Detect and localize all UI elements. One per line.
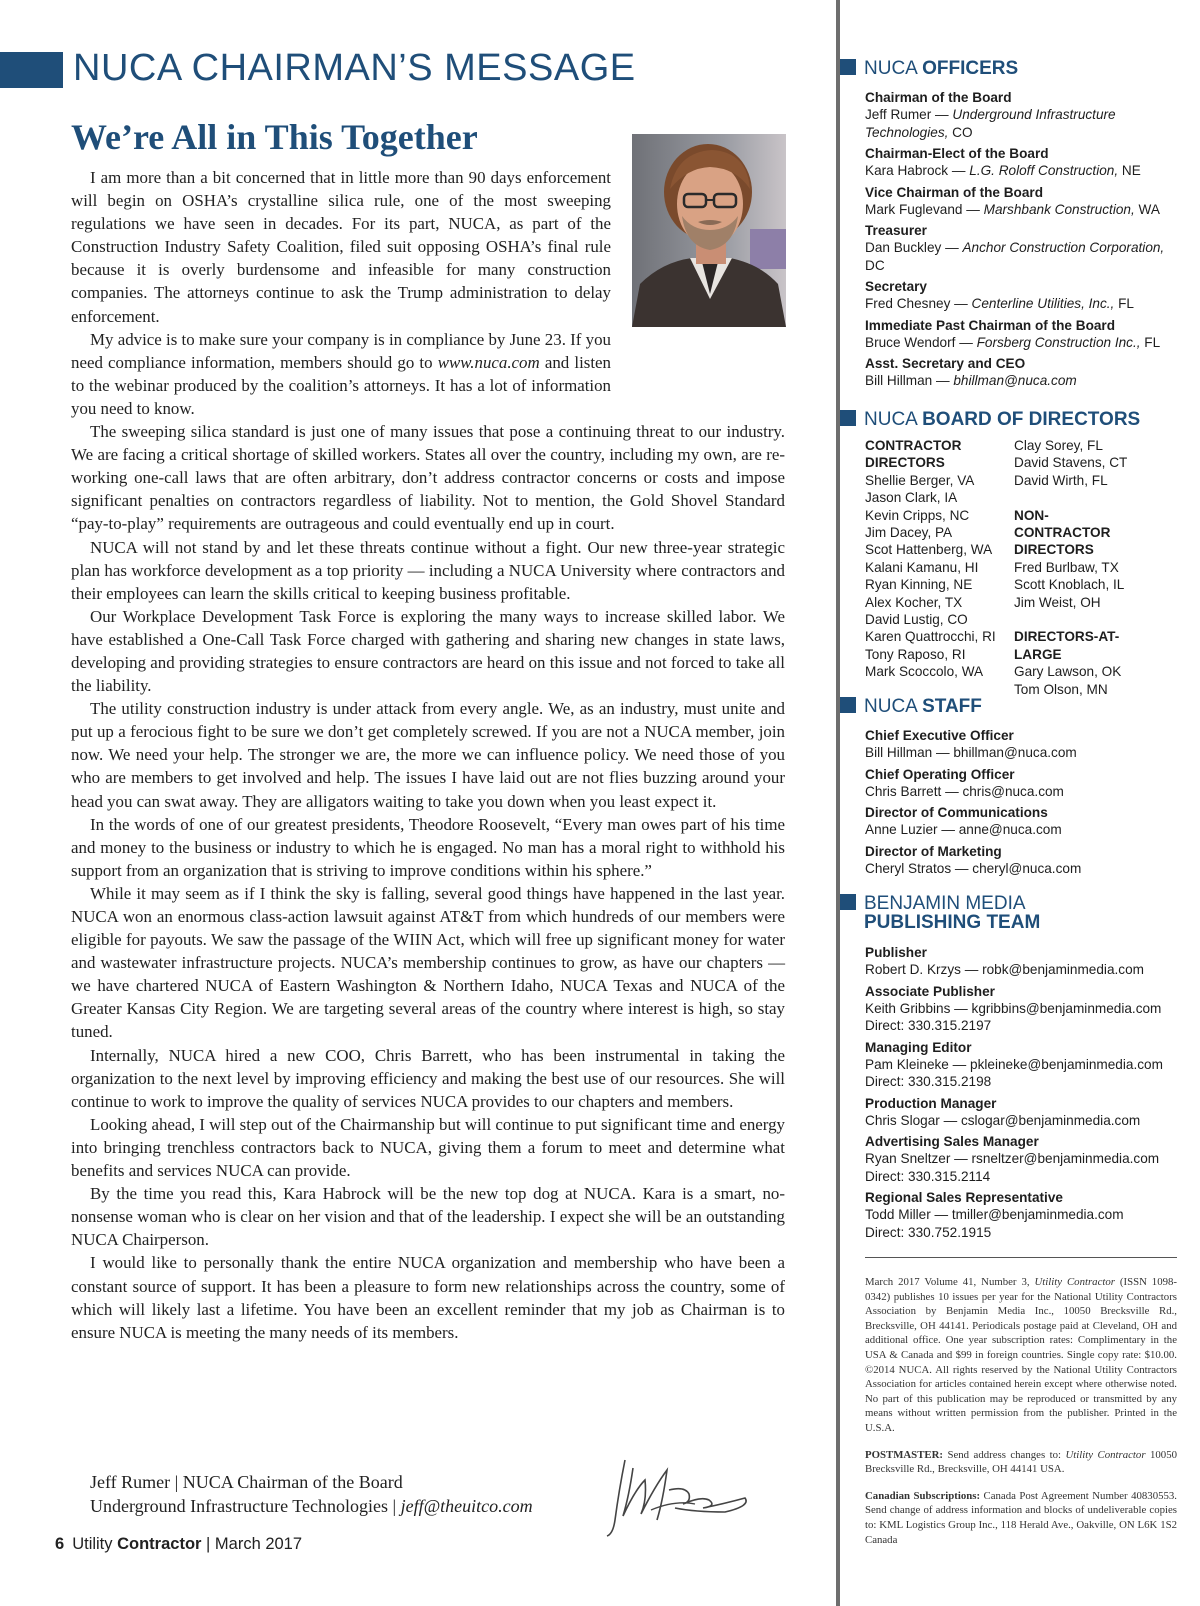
signature-line-2: [90, 1494, 533, 1518]
heading-line-1: BENJAMIN MEDIA: [864, 893, 1026, 914]
staff-role: Chief Executive Officer: [865, 728, 1014, 743]
heading-prefix: NUCA: [864, 696, 923, 717]
director-name: David Stavens, CT: [1014, 455, 1128, 471]
company-name: Anchor Construction Corporation,: [962, 240, 1165, 255]
state: DC: [865, 257, 885, 273]
publishing-direct: Direct: 330.315.2197: [865, 1018, 992, 1033]
company-name: Centerline Utilities, Inc.,: [971, 296, 1115, 311]
staff-contact: Cheryl Stratos — cheryl@nuca.com: [865, 860, 1082, 876]
person-name: Bill Hillman —: [865, 373, 954, 388]
company-name: Marshbank Construction,: [983, 201, 1135, 217]
colophon-text: Send address changes to:: [943, 1448, 1066, 1461]
signature-company: Underground Infrastructure Technologies |: [90, 1496, 401, 1516]
staff-role: Chief Operating Officer: [865, 766, 1015, 782]
state: FL: [1114, 296, 1134, 311]
director-name: Jim Dacey, PA: [865, 525, 953, 541]
masthead-sidebar: [840, 0, 1200, 1606]
state: NE: [1118, 163, 1141, 178]
section-title: NUCA CHAIRMAN’S MESSAGE: [73, 47, 636, 89]
article-paragraph: Looking ahead, I will step out of the Chairmanship but will continue to put significant time and energy into bringing trenchless contractors back to NUCA, giving them a forum to meet and determine what benefits and services NUCA can provide.: [71, 1114, 785, 1181]
officer-name: [865, 162, 1175, 180]
colophon-postmaster: [865, 1448, 1177, 1477]
director-name: Scot Hattenberg, WA: [865, 542, 993, 558]
article-paragraph: [71, 328, 611, 420]
page-number: 6: [55, 1535, 65, 1553]
signature-block: [90, 1470, 533, 1518]
publishing-contact: Keith Gribbins — kgribbins@benjaminmedia.com: [865, 1000, 1162, 1016]
director-name: Fred Burlbaw, TX: [1014, 559, 1119, 575]
magazine-name-prefix: Utility: [72, 1535, 118, 1553]
contractor-directors-heading: CONTRACTOR DIRECTORS: [865, 438, 962, 471]
article-paragraph: Our Workplace Development Task Force is exploring the many ways to increase skilled labor. We have established a One-Call Task Force charged with gathering and sharing new changes in state laws, developing and providing strategies to ensure contractors are heard on this issue and not forced to take all the liability.: [71, 606, 785, 696]
publishing-role: Publisher: [865, 945, 927, 960]
canadian-subscriptions-label: Canadian Subscriptions:: [865, 1489, 981, 1502]
publishing-contact: Chris Slogar — cslogar@benjaminmedia.com: [865, 1112, 1141, 1128]
director-name: Scott Knoblach, IL: [1014, 577, 1125, 593]
person-name: Fred Chesney —: [865, 296, 972, 311]
officer-role: Chairman-Elect of the Board: [865, 146, 1049, 161]
heading-bold: STAFF: [922, 696, 982, 717]
director-name: Ryan Kinning, NE: [865, 577, 973, 593]
colophon-text: March 2017 Volume 41, Number 3,: [865, 1276, 1035, 1288]
person-name: Jeff Rumer —: [865, 107, 953, 122]
magazine-name: Utility Contractor: [1034, 1276, 1115, 1288]
director-name: Jason Clark, IA: [865, 490, 958, 506]
directors-right-column: [1014, 437, 1174, 698]
colophon-text: 10050 Brecksville Rd., Brecksville, OH 44141 USA.: [865, 1448, 1177, 1476]
officer-role: Secretary: [865, 279, 927, 294]
staff-role: Director of Marketing: [865, 843, 1002, 859]
paragraph-text: My advice is to make sure your company is in compliance by June 23. If you need compliance information, members should go to: [71, 329, 611, 372]
colophon-canadian-subscriptions: [865, 1489, 1177, 1547]
noncontractor-directors-heading: NON-CONTRACTOR DIRECTORS: [1014, 507, 1111, 558]
publishing-role: Managing Editor: [865, 1039, 972, 1055]
director-name: Jim Weist, OH: [1014, 594, 1101, 610]
contractor-directors-list: [865, 437, 1015, 681]
magazine-name: Utility Contractor: [1065, 1448, 1146, 1461]
director-name: Karen Quattrocchi, RI: [865, 629, 996, 645]
company-name: L.G. Roloff Construction,: [969, 163, 1119, 178]
heading-prefix: NUCA: [864, 58, 923, 79]
article-paragraph: The utility construction industry is under attack from every angle. We, as an industry, must unite and put up a ferocious fight to be sure we don’t get completely screwed. If you are not a NUCA member, join now. We need your help. The stronger we are, the more we can influence policy. We need those of you who are members to get involved and help. The issues I have laid out are not flies buzzing around your head you can swat away. They are alligators waiting to take you down when you least expect it.: [71, 699, 785, 811]
director-name: Alex Kocher, TX: [865, 594, 963, 610]
publishing-direct: Direct: 330.315.2198: [865, 1074, 992, 1089]
person-name: Dan Buckley —: [865, 240, 963, 255]
person-name: Bruce Wendorf —: [865, 334, 977, 350]
officer-role: Vice Chairman of the Board: [865, 184, 1044, 200]
publishing-role: Advertising Sales Manager: [865, 1134, 1039, 1149]
staff-contact: Bill Hillman — bhillman@nuca.com: [865, 745, 1077, 760]
person-name: Kara Habrock —: [865, 163, 970, 178]
article-paragraph: I would like to personally thank the entire NUCA organization and membership who have been a constant source of support. It has been a pleasure to form new relationships across the country, some of which will likely last a lifetime. You have been an excellent reminder that my job as Chairman is to ensure NUCA is meeting the many needs of its members.: [71, 1253, 785, 1342]
company-name: Underground Infrastructure Technologies,: [865, 107, 1116, 140]
magazine-name-bold: Contractor: [117, 1535, 202, 1553]
director-name: Tony Raposo, RI: [865, 646, 966, 662]
publishing-team-list: [865, 944, 1175, 1241]
staff-contact: Anne Luzier — anne@nuca.com: [865, 822, 1062, 837]
article-paragraph: In the words of one of our greatest presidents, Theodore Roosevelt, “Every man owes part of his time and money to the business or industry to which he is engaged. No man has a moral right to withhold his support from an organization that is striving to improve conditions within his sphere.”: [71, 814, 785, 880]
square-bullet-icon: [840, 410, 856, 426]
officer-role: Treasurer: [865, 223, 927, 238]
director-name: Kevin Cripps, NC: [865, 507, 970, 523]
header-accent-bar: [0, 52, 63, 88]
officer-role: Asst. Secretary and CEO: [865, 356, 1026, 371]
publishing-contact: Pam Kleineke — pkleineke@benjaminmedia.com: [865, 1056, 1163, 1072]
board-heading: [840, 409, 1140, 431]
publishing-role: Associate Publisher: [865, 983, 995, 999]
article-paragraph: I am more than a bit concerned that in little more than 90 days enforcement will begin on OSHA’s crystalline silica rule, one of the most sweeping regulations we have seen in decades. For its part, NUCA, as part of the Construction Industry Safety Coalition, filed suit opposing OSHA’s final rule because it is overly burdensome and infeasible for many construction companies. The attorneys continue to ask the Trump administration to delay enforcement.: [71, 168, 611, 326]
publishing-contact: Todd Miller — tmiller@benjaminmedia.com: [865, 1207, 1124, 1222]
staff-role: Director of Communications: [865, 805, 1048, 820]
colophon-divider: [865, 1257, 1177, 1258]
director-name: David Lustig, CO: [865, 612, 968, 628]
staff-contact: Chris Barrett — chris@nuca.com: [865, 783, 1064, 799]
director-name: Mark Scoccolo, WA: [865, 664, 984, 680]
author-email-link[interactable]: jeff@theuitco.com: [400, 1496, 533, 1516]
officer-role: Chairman of the Board: [865, 90, 1012, 105]
article-paragraph: By the time you read this, Kara Habrock will be the new top dog at NUCA. Kara is a smart, no-nonsense woman who is clear on her vision and that of the leadership. I expect she will be an outstanding NUCA Chairperson.: [71, 1184, 785, 1250]
page-footer: [55, 1535, 302, 1554]
publishing-contact: Ryan Sneltzer — rsneltzer@benjaminmedia.com: [865, 1151, 1160, 1166]
director-name: Kalani Kamanu, HI: [865, 559, 979, 575]
square-bullet-icon: [840, 59, 856, 75]
colophon: [865, 1275, 1177, 1559]
publishing-role: Production Manager: [865, 1095, 997, 1111]
state: WA: [1134, 201, 1160, 217]
publishing-direct: Direct: 330.315.2114: [865, 1168, 991, 1184]
officer-name: [865, 372, 1175, 390]
heading-prefix: NUCA: [864, 409, 923, 430]
director-name: Tom Olson, MN: [1014, 681, 1108, 697]
square-bullet-icon: [840, 894, 856, 910]
article-paragraph: Internally, NUCA hired a new COO, Chris Barrett, who has been instrumental in taking the organization to the next level by improving efficiency and making the best use of our resources. She will continue to work to improve the quality of services NUCA provides to our chapters and members.: [71, 1045, 785, 1111]
heading-bold: BOARD OF DIRECTORS: [922, 409, 1141, 430]
article-paragraph: While it may seem as if I think the sky is falling, several good things have happened in the last year. NUCA won an enormous class-action lawsuit against AT&T from which hundreds of our members were eligible for payouts. We saw the passage of the WIIN Act, which will free up significant money for water and wastewater infrastructure projects. NUCA’s membership continues to grow, as have our chapters — we have chartered NUCA of Eastern Washington & Northern Idaho, NUCA Texas and NUCA of the Greater Kansas City Region. We are targeting several areas of the country where interest is high, so stay tuned.: [71, 883, 785, 1042]
article-paragraph: NUCA will not stand by and let these threats continue without a fight. Our new three-year strategic plan has workforce development as a top priority — including a NUCA University where contractors and their employees can learn the skills critical to keeping business profitable.: [71, 537, 785, 603]
officer-name: [865, 239, 1175, 274]
publishing-role: Regional Sales Representative: [865, 1190, 1063, 1205]
article-paragraph: The sweeping silica standard is just one of many issues that pose a continuing threat to our industry. We are facing a critical shortage of skilled workers. States all over the country, including my own, are re-working one-call laws that are often arbitrary, don’t address contractor concerns or costs and impose significant penalties on contractors regardless of liability. Not to mention, the Gold Shovel Standard “pay-to-play” requirements are outrageous and could eventually end up in court.: [71, 422, 785, 534]
staff-list: [865, 727, 1175, 877]
director-name: Shellie Berger, VA: [865, 472, 975, 488]
officer-name: [865, 295, 1175, 313]
directors-at-large-heading: DIRECTORS-AT-LARGE: [1014, 629, 1120, 662]
square-bullet-icon: [840, 697, 856, 713]
publishing-team-heading: [840, 894, 1040, 932]
paragraph-text: and listen to the webinar produced by the coalition’s attorneys. It has a lot of information you need to know.: [71, 352, 611, 418]
heading-line-2: PUBLISHING TEAM: [864, 912, 1041, 933]
postmaster-label: POSTMASTER:: [865, 1448, 943, 1461]
officer-name: [865, 106, 1175, 141]
state: FL: [1140, 334, 1161, 350]
issue-date: | March 2017: [201, 1535, 303, 1553]
officer-name: [865, 201, 1175, 219]
article-title: We’re All in This Together: [71, 117, 478, 157]
colophon-text: Canada Post Agreement Number 40830553. Send change of address information and blocks of undeliverable copies to: KML Logistics Group Inc., 118 Herald Ave., Oakville, ON L6K 1S2 Canada: [865, 1489, 1177, 1546]
colophon-text: (ISSN 1098-0342) publishes 10 issues per year for the National Utility Contractors Association by Benjamin Media Inc., 10050 Brecksville Rd., Brecksville, OH 44141. Periodicals postage paid at Cleveland, OH and additional office. One year subscription rates: Complimentary in the USA & Canada and $99 in foreign countries. Single copy rate: $10.00. ©2014 NUCA. All rights reserved by the National Utility Contractors Association for articles contained herein except where otherwise noted. No part of this publication may be reproduced or transmitted by any means without written permission from the publisher. Printed in the U.S.A.: [865, 1276, 1177, 1434]
email-link[interactable]: bhillman@nuca.com: [953, 373, 1077, 388]
colophon-publication-info: [865, 1275, 1177, 1436]
website-link[interactable]: www.nuca.com: [437, 352, 540, 372]
person-name: Mark Fuglevand —: [865, 201, 984, 217]
company-name: Forsberg Construction Inc.,: [976, 334, 1141, 350]
signature-line-1: Jeff Rumer | NUCA Chairman of the Board: [90, 1472, 403, 1492]
director-name: Clay Sorey, FL: [1014, 438, 1103, 453]
publishing-direct: Direct: 330.752.1915: [865, 1224, 992, 1240]
officers-list: [865, 89, 1175, 390]
signature-image: [605, 1450, 755, 1538]
staff-heading: [840, 696, 982, 718]
director-name: David Wirth, FL: [1014, 472, 1108, 488]
officers-heading: [840, 58, 1018, 80]
director-name: Gary Lawson, OK: [1014, 664, 1122, 680]
officer-role: Immediate Past Chairman of the Board: [865, 317, 1116, 333]
article-body: [71, 166, 785, 1344]
officer-name: [865, 334, 1175, 352]
publishing-contact: Robert D. Krzys — robk@benjaminmedia.com: [865, 962, 1144, 977]
state: CO: [948, 124, 973, 140]
heading-bold: OFFICERS: [922, 58, 1019, 79]
